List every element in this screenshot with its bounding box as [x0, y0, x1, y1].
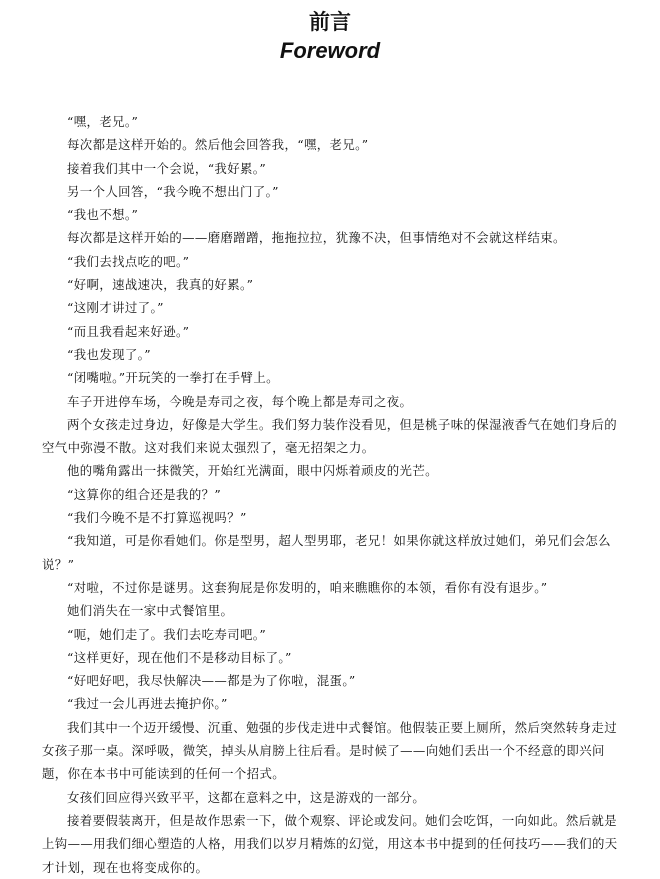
paragraph: 女孩们回应得兴致平平，这都在意料之中，这是游戏的一部分。 — [67, 789, 426, 805]
paragraph: “我过一会儿再进去掩护你。” — [67, 696, 228, 712]
paragraph: “而且我看起来好逊。” — [67, 323, 190, 339]
paragraph: 每次都是这样开始的。然后他会回答我，“嘿，老兄。” — [67, 137, 369, 153]
body-text — [42, 110, 624, 879]
paragraph: 她们消失在一家中式餐馆里。 — [67, 603, 234, 619]
paragraph: 每次都是这样开始的——磨磨蹭蹭，拖拖拉拉，犹豫不决，但事情绝对不会就这样结束。 — [67, 230, 566, 246]
paragraph: “这算你的组合还是我的？” — [67, 486, 222, 502]
paragraph: “我们去找点吃的吧。” — [67, 253, 190, 269]
paragraph: “闭嘴啦。”开玩笑的一拳打在手臂上。 — [67, 370, 279, 386]
paragraph: 车子开进停车场，今晚是寿司之夜，每个晚上都是寿司之夜。 — [67, 393, 413, 409]
paragraph: 我们其中一个迈开缓慢、沉重、勉强的步伐走进中式餐馆。他假装正要上厕所，然后突然转身走过女孩子那一桌。深呼吸，微笑，掉头从肩膀上往后看。是时候了——向她们丢出一个不经意的即兴问题，你在本书中可能读到的任何一个招式。 — [42, 719, 617, 782]
paragraph: “这样更好，现在他们不是移动目标了。” — [67, 649, 292, 665]
paragraph: “我也不想。” — [67, 207, 139, 223]
paragraph: “好吧好吧，我尽快解决——都是为了你啦，混蛋。” — [67, 673, 356, 689]
paragraph: 接着要假装离开，但是故作思索一下，做个观察、评论或发问。她们会吃饵，一向如此。然后就是上钩——用我们细心塑造的人格，用我们以岁月精炼的幻觉，用这本书中提到的任何技巧——我们的天才计划，现在也将变成你的。 — [42, 812, 618, 875]
paragraph: 两个女孩走过身边，好像是大学生。我们努力装作没看见，但是桃子味的保湿液香气在她们身后的空气中弥漫不散。这对我们来说太强烈了，毫无招架之力。 — [42, 416, 617, 456]
paragraph: “我也发现了。” — [67, 346, 152, 362]
paragraph: 另一个人回答，“我今晚不想出门了。” — [67, 183, 279, 199]
paragraph: “嘿，老兄。” — [67, 114, 139, 129]
page-title: 前言 — [309, 9, 351, 34]
page-subtitle: Foreword — [279, 38, 381, 63]
paragraph: “这刚才讲过了。” — [67, 300, 164, 316]
paragraph: “我们今晚不是不打算巡视吗？” — [67, 510, 247, 526]
paragraph: 接着我们其中一个会说，“我好累。” — [67, 160, 267, 176]
paragraph: “我知道，可是你看她们。你是型男，超人型男耶，老兄！如果你就这样放过她们，弟兄们会怎么说？” — [42, 533, 611, 572]
paragraph: “对啦，不过你是谜男。这套狗屁是你发明的，咱来瞧瞧你的本领，看你有没有退步。” — [67, 579, 548, 595]
paragraph: “好啊，速战速决，我真的好累。” — [67, 277, 254, 293]
paragraph: “呃，她们走了。我们去吃寿司吧。” — [67, 626, 267, 642]
paragraph: 他的嘴角露出一抹微笑，开始红光满面，眼中闪烁着顽皮的光芒。 — [67, 463, 438, 479]
